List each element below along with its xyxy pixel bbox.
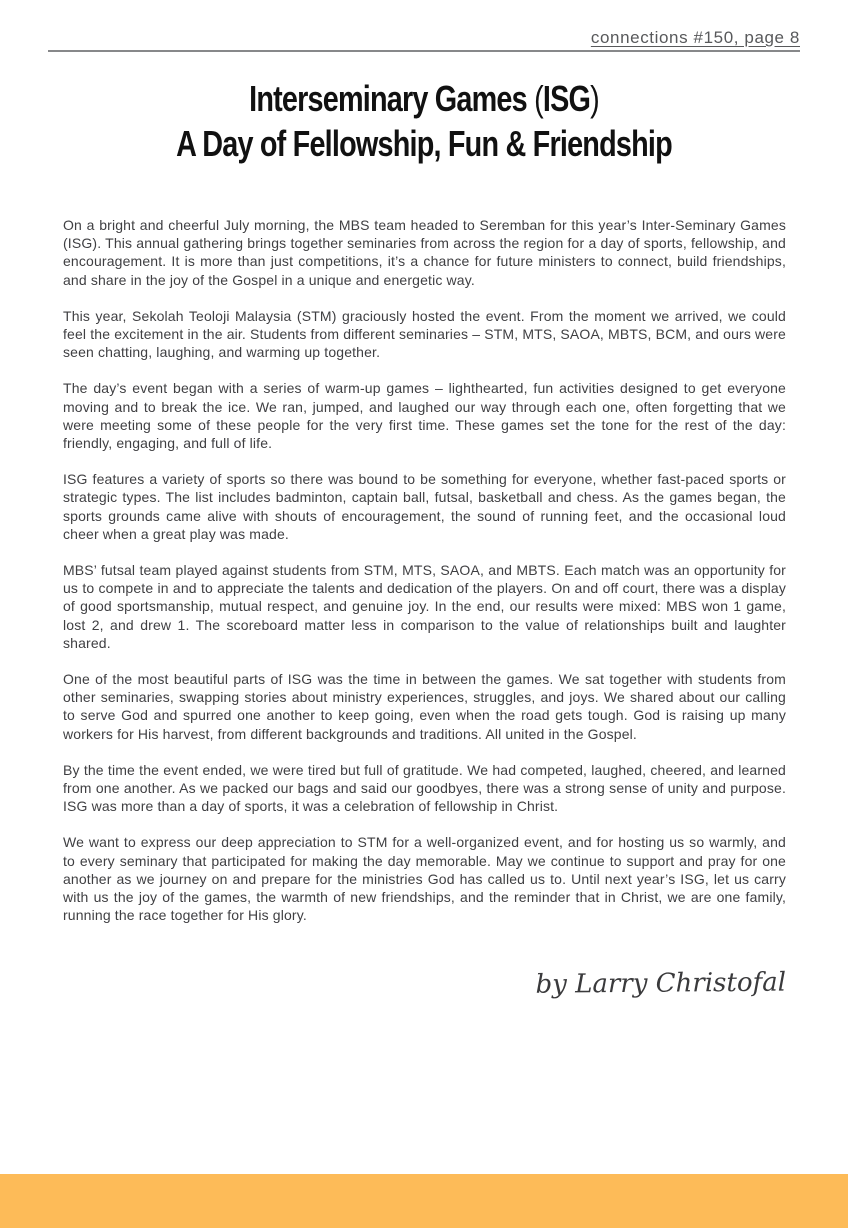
page-number-label: connections #150, page 8	[590, 28, 800, 47]
article-paragraph: The day’s event began with a series of warm-up games – lighthearted, fun activities designed to get everyone moving and to break the ice. We ran, jumped, and laughed our way through each one, often forgetting that we were meeting some of these people for the very first time. These games set the tone for the rest of the day: friendly, engaging, and full of life.	[63, 380, 786, 452]
title-line1-text: Interseminary Games	[249, 78, 535, 119]
article-title-line1	[85, 76, 763, 121]
page-header	[48, 28, 800, 52]
article-paragraph: On a bright and cheerful July morning, the MBS team headed to Seremban for this year’s Inter-Seminary Games (ISG). This annual gathering brings together seminaries from across the region for a day of sports, fellowship, and encouragement. It is more than just competitions, it’s a chance for future ministers to connect, build friendships, and share in the joy of the Gospel in a unique and energetic way.	[63, 217, 786, 288]
article-title-line2: A Day of Fellowship, Fun & Friendship	[176, 123, 672, 164]
article-paragraph: We want to express our deep appreciation to STM for a well-organized event, and for hosting us so warmly, and to every seminary that participated for making the day memorable. May we continue to support and pray for one another as we journey on and prepare for the ministries God has called us to. Until next year’s ISG, let us carry with us the joy of the games, the warmth of new friendships, and the reminder that in Christ, we are one family, running the race together for His glory.	[63, 834, 786, 924]
title-paren-close: )	[590, 78, 599, 119]
article-paragraph: By the time the event ended, we were tired but full of gratitude. We had competed, laughed, cheered, and learned from one another. As we packed our bags and said our goodbyes, there was a strong sense of unity and purpose. ISG was more than a day of sports, it was a celebration of fellowship in Christ.	[63, 761, 786, 815]
footer-bar	[0, 1174, 848, 1228]
article-paragraph: One of the most beautiful parts of ISG was the time in between the games. We sat together with students from other seminaries, swapping stories about ministry experiences, struggles, and joys. We shared about our calling to serve God and spurred one another to keep going, even when the road gets tough. God is raising up many workers for His harvest, from different backgrounds and traditions. All united in the Gospel.	[63, 671, 786, 742]
title-paren-open: (	[534, 78, 543, 119]
article-paragraph: This year, Sekolah Teoloji Malaysia (STM) graciously hosted the event. From the moment we arrived, we could feel the excitement in the air. Students from different seminaries – STM, MTS, SAOA, MBTS, BCM, and ours were seen chatting, laughing, and warming up together.	[63, 307, 786, 361]
article-paragraph: ISG features a variety of sports so there was bound to be something for everyone, whether fast-paced sports or strategic types. The list includes badminton, captain ball, futsal, basketball and chess. As the games began, the sports grounds came alive with shouts of encouragement, the sound of running feet, and the occasional loud cheer when a great play was made.	[63, 471, 786, 542]
article-paragraph: MBS’ futsal team played against students from STM, MTS, SAOA, and MBTS. Each match was an opportunity for us to compete in and to appreciate the talents and dedication of the players. On and off court, there was a display of good sportsmanship, mutual respect, and genuine joy. In the end, our results were mixed: MBS won 1 game, lost 2, and drew 1. The scoreboard matter less in comparison to the value of relationships built and laughter shared.	[63, 562, 786, 651]
author-signature: by Larry Christofal	[535, 967, 787, 1000]
title-acronym: ISG	[542, 78, 591, 119]
article-body	[63, 216, 786, 925]
article-title	[0, 76, 848, 166]
